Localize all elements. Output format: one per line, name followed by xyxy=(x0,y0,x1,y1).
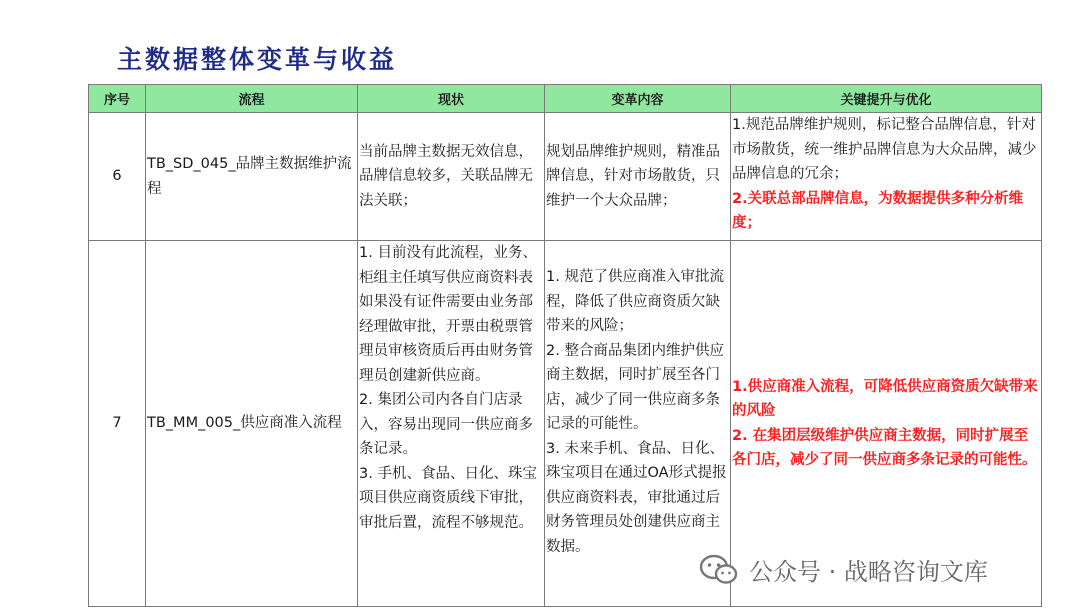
row-change xyxy=(545,113,731,241)
current-item: 当前品牌主数据无效信息，品牌信息较多，关联品牌无法关联； xyxy=(359,143,533,209)
watermark xyxy=(699,552,988,587)
watermark-text: 公众号 · 战略咨询文库 xyxy=(749,558,988,586)
row-improvement xyxy=(731,113,1042,241)
row-current xyxy=(358,241,545,607)
row-number: 6 xyxy=(89,113,146,241)
change-item: 2. 整合商品集团内维护供应商主数据，同时扩展至各门店，减少了同一供应商多条记录的可能性。 xyxy=(546,342,724,432)
table-header-row xyxy=(89,85,1042,113)
change-item: 3. 未来手机、食品、日化、珠宝项目在通过OA形式提报供应商资料表，审批通过后财务管理员处创建供应商主数据。 xyxy=(546,440,727,555)
current-item: 3. 手机、食品、日化、珠宝项目供应商资质线下审批，审批后置，流程不够规范。 xyxy=(359,465,537,531)
improvement-item-highlight: 1.供应商准入流程，可降低供应商资质欠缺带来的风险 xyxy=(732,378,1038,419)
header-no: 序号 xyxy=(89,85,146,113)
change-item: 规划品牌维护规则，精准品牌信息，针对市场散货，只维护一个大众品牌； xyxy=(546,143,720,209)
row-process: TB_SD_045_品牌主数据维护流程 xyxy=(146,113,358,241)
master-data-table xyxy=(88,84,1042,607)
row-process: TB_MM_005_供应商准入流程 xyxy=(146,241,358,607)
row-number: 7 xyxy=(89,241,146,607)
page-title: 主数据整体变革与收益 xyxy=(117,45,398,74)
header-change: 变革内容 xyxy=(545,85,731,113)
improvement-item: 1.规范品牌维护规则，标记整合品牌信息，针对市场散货，统一维护品牌信息为大众品牌，减少品牌信息的冗余； xyxy=(732,117,1037,182)
row-current xyxy=(358,113,545,241)
header-current: 现状 xyxy=(358,85,545,113)
table-row xyxy=(89,113,1042,241)
improvement-item-highlight: 2.关联总部品牌信息，为数据提供多种分析维度； xyxy=(732,190,1024,231)
current-item: 1. 目前没有此流程，业务、柜组主任填写供应商资料表如果没有证件需要由业务部经理做审批，开票由税票管理员审核资质后再由财务管理员创建新供应商。 xyxy=(359,245,537,384)
header-process: 流程 xyxy=(146,85,358,113)
change-item: 1. 规范了供应商准入审批流程，降低了供应商资质欠缺带来的风险； xyxy=(546,269,724,334)
header-improvement: 关键提升与优化 xyxy=(731,85,1042,113)
improvement-item-highlight: 2. 在集团层级维护供应商主数据，同时扩展至各门店，减少了同一供应商多条记录的可能性。 xyxy=(732,427,1037,468)
current-item: 2. 集团公司内各自门店录入，容易出现同一供应商多条记录。 xyxy=(359,392,533,457)
wechat-icon xyxy=(699,554,739,586)
